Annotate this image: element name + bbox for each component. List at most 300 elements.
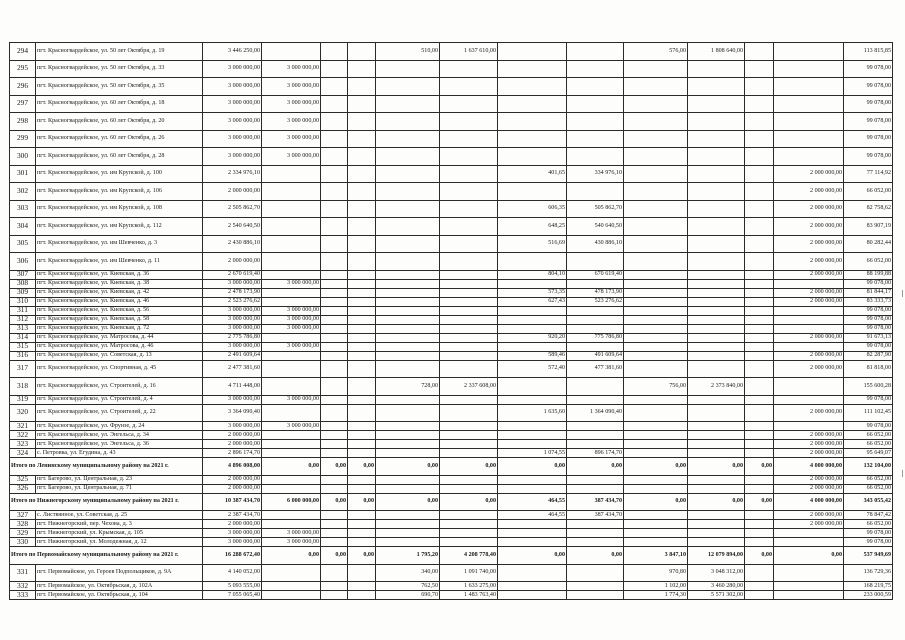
amount-cell: 3 000 000,00 [262,78,321,96]
row-number: 328 [10,520,36,529]
amount-cell [440,431,498,440]
amount-cell: 2 430 886,10 [203,235,262,253]
table-row [10,315,893,324]
row-number: 314 [10,333,36,342]
amount-cell [688,148,745,166]
row-number: 303 [10,200,36,218]
total-cell: 0,00 [376,458,440,476]
amount-cell [567,113,624,131]
amount-cell [774,130,844,148]
amount-cell: 66 052,00 [844,475,893,484]
amount-cell [567,60,624,78]
amount-cell: 66 052,00 [844,183,893,201]
amount-cell [440,279,498,288]
amount-cell [348,529,376,538]
amount-cell: 2 000 000,00 [774,520,844,529]
amount-cell [624,475,688,484]
amount-cell [440,449,498,458]
amount-cell [262,475,321,484]
amount-cell [262,582,321,591]
row-number: 322 [10,431,36,440]
total-cell: 0,00 [624,458,688,476]
amount-cell: 3 000 000,00 [262,529,321,538]
amount-cell [262,43,321,61]
amount-cell [440,288,498,297]
total-cell: 6 000 000,00 [262,493,321,511]
amount-cell [498,43,567,61]
amount-cell [321,270,348,279]
address-cell: пгт. Красногвардейское, ул. им Крупской, д. 106 [36,183,203,201]
amount-cell: 2 000 000,00 [774,270,844,279]
address-cell: пгт. Красногвардейское, ул. 60 лет Октября, д. 20 [36,113,203,131]
table-row [10,324,893,333]
amount-cell: 516,69 [498,235,567,253]
amount-cell [688,449,745,458]
amount-cell [376,148,440,166]
amount-cell [774,342,844,351]
total-cell: 4 896 008,00 [203,458,262,476]
amount-cell: 99 078,00 [844,538,893,547]
amount-cell: 970,80 [624,564,688,582]
amount-cell [774,113,844,131]
amount-cell [376,130,440,148]
amount-cell [774,582,844,591]
amount-cell [745,333,774,342]
amount-cell [348,582,376,591]
amount-cell [498,113,567,131]
row-number: 330 [10,538,36,547]
amount-cell [745,43,774,61]
amount-cell [624,395,688,404]
amount-cell [688,297,745,306]
address-cell: пгт. Красногвардейское, ул. им Шевченко, д. 3 [36,235,203,253]
table-row [10,351,893,360]
amount-cell [688,351,745,360]
amount-cell [567,279,624,288]
amount-cell [440,78,498,96]
amount-cell [440,529,498,538]
address-cell: пгт. Багерово, ул. Центральная, д. 23 [36,475,203,484]
table-row [10,395,893,404]
amount-cell [376,288,440,297]
amount-cell: 540 640,50 [567,218,624,236]
amount-cell [567,582,624,591]
table-row [10,297,893,306]
total-cell: 0,00 [321,547,348,565]
amount-cell [688,218,745,236]
amount-cell: 2 334 976,10 [203,165,262,183]
table-row [10,253,893,271]
amount-cell [745,351,774,360]
amount-cell [688,288,745,297]
amount-cell [348,253,376,271]
amount-cell [688,78,745,96]
amount-cell: 2 505 862,70 [203,200,262,218]
amount-cell [498,431,567,440]
amount-cell [688,279,745,288]
amount-cell [624,148,688,166]
row-number: 296 [10,78,36,96]
amount-cell: 2 000 000,00 [774,253,844,271]
amount-cell [376,253,440,271]
amount-cell [440,148,498,166]
amount-cell [745,306,774,315]
amount-cell: 7 055 065,40 [203,591,262,600]
amount-cell [321,351,348,360]
amount-cell: 2 478 173,90 [203,288,262,297]
amount-cell: 3 000 000,00 [203,538,262,547]
total-cell: 0,00 [262,547,321,565]
amount-cell [348,315,376,324]
amount-cell [262,511,321,520]
table-row [10,440,893,449]
amount-cell: 2 491 609,64 [203,351,262,360]
amount-cell [348,342,376,351]
row-number: 304 [10,218,36,236]
amount-cell [321,538,348,547]
amount-cell: 3 000 000,00 [203,113,262,131]
amount-cell [688,253,745,271]
amount-cell [321,511,348,520]
amount-cell [498,148,567,166]
amount-cell: 576,00 [624,43,688,61]
amount-cell [440,235,498,253]
amount-cell [376,431,440,440]
amount-cell [745,130,774,148]
amount-cell [745,165,774,183]
amount-cell [624,60,688,78]
amount-cell [376,360,440,378]
amount-cell [262,235,321,253]
amount-cell [348,113,376,131]
amount-cell [774,591,844,600]
amount-cell [348,511,376,520]
amount-cell: 3 048 312,00 [688,564,745,582]
amount-cell [440,484,498,493]
amount-cell [321,395,348,404]
row-number: 305 [10,235,36,253]
amount-cell [624,78,688,96]
amount-cell: 2 000 000,00 [203,440,262,449]
row-number: 297 [10,95,36,113]
row-number: 324 [10,449,36,458]
amount-cell [745,449,774,458]
amount-cell [624,520,688,529]
amount-cell: 5 571 302,00 [688,591,745,600]
amount-cell [624,95,688,113]
amount-cell [498,475,567,484]
amount-cell: 77 114,92 [844,165,893,183]
amount-cell: 99 078,00 [844,324,893,333]
amount-cell [348,78,376,96]
amount-cell [262,351,321,360]
table-row [10,279,893,288]
amount-cell [567,43,624,61]
amount-cell [348,475,376,484]
table-row [10,148,893,166]
amount-cell [688,404,745,422]
amount-cell: 99 078,00 [844,113,893,131]
amount-cell [262,333,321,342]
amount-cell [774,78,844,96]
row-number: 332 [10,582,36,591]
amount-cell [688,529,745,538]
table-row [10,538,893,547]
total-cell: 3 847,10 [624,547,688,565]
amount-cell [321,342,348,351]
amount-cell: 2 337 608,00 [440,378,498,396]
amount-cell [624,529,688,538]
amount-cell: 896 174,70 [567,449,624,458]
amount-cell [498,342,567,351]
amount-cell: 1 102,00 [624,582,688,591]
amount-cell [774,324,844,333]
amount-cell [498,306,567,315]
amount-cell [745,288,774,297]
amount-cell [688,324,745,333]
amount-cell [774,279,844,288]
amount-cell [624,130,688,148]
amount-cell [498,538,567,547]
amount-cell [498,529,567,538]
total-cell: 0,00 [376,493,440,511]
table-row [10,484,893,493]
amount-cell [440,95,498,113]
amount-cell: 920,20 [498,333,567,342]
total-label: Итого по Нижнегорскому муниципальному району на 2021 г. [10,493,203,511]
amount-cell: 3 000 000,00 [262,148,321,166]
district-total-row [10,493,893,511]
address-cell: с. Листвянное, ул. Советская, д. 25 [36,511,203,520]
amount-cell [376,235,440,253]
amount-cell [348,378,376,396]
amount-cell: 478 173,90 [567,288,624,297]
row-number: 323 [10,440,36,449]
amount-cell: 83 907,19 [844,218,893,236]
amount-cell [262,591,321,600]
amount-cell [262,200,321,218]
amount-cell [624,422,688,431]
amount-cell [567,591,624,600]
amount-cell [567,520,624,529]
amount-cell [745,342,774,351]
row-number: 313 [10,324,36,333]
amount-cell [321,324,348,333]
amount-cell [262,378,321,396]
amount-cell [688,200,745,218]
table-row [10,113,893,131]
amount-cell: 2 540 640,50 [203,218,262,236]
address-cell: пгт. Нижнегорский, ул. Молодежная, д. 12 [36,538,203,547]
amount-cell [348,404,376,422]
amount-cell: 2 000 000,00 [774,431,844,440]
table-row [10,449,893,458]
amount-cell: 2 000 000,00 [774,183,844,201]
table-row [10,342,893,351]
address-cell: пгт. Красногвардейское, ул. Киевская, д. 58 [36,315,203,324]
amount-cell [376,520,440,529]
total-cell: 0,00 [688,493,745,511]
amount-cell [567,130,624,148]
amount-cell [498,440,567,449]
amount-cell [440,520,498,529]
table-row [10,270,893,279]
amount-cell [321,297,348,306]
amount-cell [348,288,376,297]
amount-cell [774,60,844,78]
amount-cell: 2 000 000,00 [774,200,844,218]
table-row [10,520,893,529]
amount-cell [745,378,774,396]
amount-cell [688,342,745,351]
amount-cell [745,422,774,431]
amount-cell [774,306,844,315]
total-cell: 464,55 [498,493,567,511]
address-cell: с. Петровка, ул. Егудина, д. 43 [36,449,203,458]
row-number: 325 [10,475,36,484]
amount-cell [688,395,745,404]
amount-cell [321,582,348,591]
amount-cell: 3 460 280,00 [688,582,745,591]
amount-cell [498,395,567,404]
address-cell: пгт. Красногвардейское, ул. Энгельса, д. 36 [36,440,203,449]
amount-cell: 1 483 763,40 [440,591,498,600]
amount-cell [567,183,624,201]
amount-cell [440,351,498,360]
amount-cell [688,235,745,253]
amount-cell: 573,35 [498,288,567,297]
amount-cell [774,43,844,61]
amount-cell [624,333,688,342]
total-cell: 0,00 [321,493,348,511]
amount-cell [440,165,498,183]
amount-cell [498,78,567,96]
amount-cell [376,200,440,218]
table-row [10,165,893,183]
amount-cell [498,564,567,582]
amount-cell [348,200,376,218]
table-row [10,564,893,582]
amount-cell [321,183,348,201]
address-cell: пгт. Красногвардейское, ул. Матросова, д. 46 [36,342,203,351]
amount-cell: 83 333,73 [844,297,893,306]
amount-cell [348,591,376,600]
amount-cell [745,404,774,422]
address-cell: пгт. Первомайское, ул. Героев Подпольщиков, д. 9А [36,564,203,582]
amount-cell: 233 000,59 [844,591,893,600]
amount-cell [624,440,688,449]
total-cell: 0,00 [745,547,774,565]
amount-cell [376,529,440,538]
amount-cell: 113 815,85 [844,43,893,61]
amount-cell [376,484,440,493]
table-row [10,200,893,218]
amount-cell [321,60,348,78]
total-cell: 0,00 [348,493,376,511]
table-row [10,306,893,315]
total-cell: 343 055,42 [844,493,893,511]
address-cell: пгт. Красногвардейское, ул. Киевская, д. 56 [36,306,203,315]
amount-cell: 66 052,00 [844,253,893,271]
amount-cell: 401,65 [498,165,567,183]
amount-cell [688,520,745,529]
amount-cell: 2 896 174,70 [203,449,262,458]
amount-cell [688,60,745,78]
amount-cell [688,440,745,449]
amount-cell: 464,55 [498,511,567,520]
amount-cell [624,511,688,520]
amount-cell: 3 000 000,00 [262,395,321,404]
amount-cell: 66 052,00 [844,431,893,440]
amount-cell: 387 434,70 [567,511,624,520]
amount-cell: 2 000 000,00 [774,484,844,493]
amount-cell [376,395,440,404]
table-row [10,78,893,96]
amount-cell [567,538,624,547]
amount-cell [321,113,348,131]
amount-cell: 82 758,62 [844,200,893,218]
amount-cell [745,475,774,484]
amount-cell: 81 844,17 [844,288,893,297]
amount-cell [321,235,348,253]
row-number: 329 [10,529,36,538]
amount-cell [688,113,745,131]
amount-cell [624,200,688,218]
amount-cell [745,183,774,201]
row-number: 331 [10,564,36,582]
row-number: 298 [10,113,36,131]
address-cell: пгт. Красногвардейское, ул. им Крупской, д. 112 [36,218,203,236]
amount-cell: 2 000 000,00 [774,360,844,378]
amount-cell [376,404,440,422]
amount-cell: 3 000 000,00 [262,279,321,288]
total-cell: 0,00 [624,493,688,511]
table-body [10,43,893,600]
amount-cell [745,395,774,404]
amount-cell [440,360,498,378]
amount-cell [376,342,440,351]
amount-cell [262,440,321,449]
table-row [10,130,893,148]
address-cell: пгт. Красногвардейское, ул. 60 лет Октября, д. 26 [36,130,203,148]
total-cell: 4 000 000,00 [774,493,844,511]
address-cell: пгт. Красногвардейское, ул. 50 лет Октября, д. 19 [36,43,203,61]
amount-cell: 2 000 000,00 [774,351,844,360]
amount-cell: 3 000 000,00 [203,95,262,113]
address-cell: пгт. Первомайское, ул. Октябрьская, д. 102А [36,582,203,591]
total-label: Итого по Ленинскому муниципальному району на 2021 г. [10,458,203,476]
amount-cell [440,183,498,201]
amount-cell: 4 711 448,00 [203,378,262,396]
amount-cell [440,60,498,78]
amount-cell [567,315,624,324]
amount-cell: 99 078,00 [844,130,893,148]
amount-cell: 3 000 000,00 [203,529,262,538]
address-cell: пгт. Красногвардейское, ул. Энгельса, д. 34 [36,431,203,440]
amount-cell: 627,43 [498,297,567,306]
amount-cell: 3 000 000,00 [203,279,262,288]
amount-cell [440,333,498,342]
amount-cell [624,431,688,440]
amount-cell: 2 000 000,00 [203,520,262,529]
amount-cell [498,591,567,600]
amount-cell [348,218,376,236]
amount-cell [745,218,774,236]
amount-cell: 2 000 000,00 [774,333,844,342]
row-number: 310 [10,297,36,306]
amount-cell [498,378,567,396]
amount-cell: 3 000 000,00 [262,60,321,78]
